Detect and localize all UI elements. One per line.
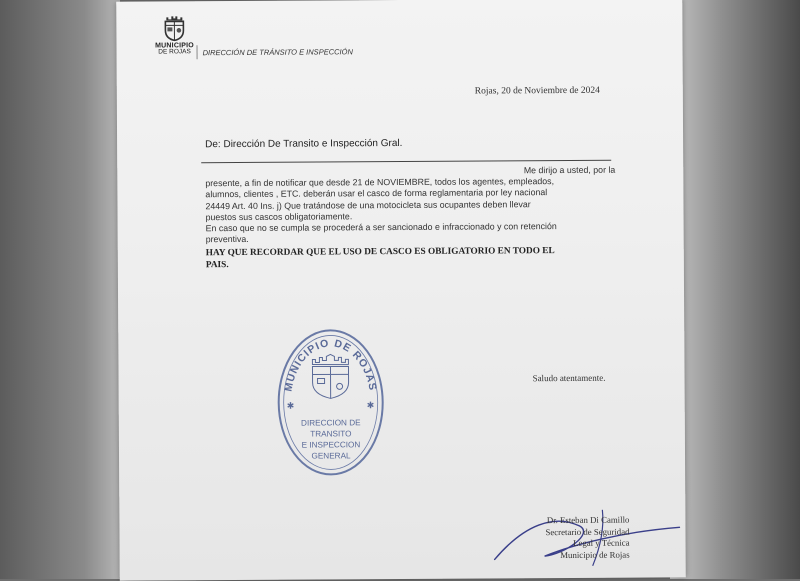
body-line: presente, a fin de notificar que desde 21 de NOVIEMBRE, todos los agentes, empleados, (205, 176, 555, 189)
emphasis-line: HAY QUE RECORDAR QUE EL USO DE CASCO ES OBLIGATORIO EN TODO EL (205, 246, 555, 259)
from-underline (201, 160, 611, 164)
municipal-logo (154, 13, 194, 55)
letter-date: Rojas, 20 de Noviembre de 2024 (474, 85, 600, 97)
coat-of-arms-icon (163, 13, 185, 41)
body-line: puestos sus cascos obligatoriamente. (205, 211, 353, 223)
signature-block (519, 515, 629, 562)
body-line: En caso que no se cumpla se procederá a ser sancionado e infraccionado y con retención (205, 221, 557, 234)
logo-subtitle: DE ROJAS (158, 48, 191, 56)
stamp-arc-text: MUNICIPIO DE ROJAS (282, 337, 379, 393)
svg-text:✱: ✱ (286, 401, 295, 412)
signatory-title: Secretario de Seguridad (545, 526, 630, 537)
stamp-line: DIRECCION DE (300, 418, 361, 428)
signatory-title: Legal y Técnica (573, 537, 630, 549)
body-line: 24449 Art. 40 Ins. j) Que tratándose de una motocicleta sus ocupantes deben llevar (205, 198, 531, 211)
stamp-line: TRANSITO (310, 429, 352, 439)
background-left (0, 0, 120, 579)
stamp-line: GENERAL (311, 451, 351, 461)
official-stamp (274, 326, 387, 484)
stamp-seal-icon (274, 326, 387, 479)
letter-sheet (116, 0, 686, 581)
body-line: Me dirijo a usted, por la (523, 164, 616, 176)
header-divider (197, 45, 198, 59)
closing-salutation: Saludo atentamente. (532, 372, 606, 384)
logo-title: MUNICIPIO (155, 42, 194, 50)
department-name: DIRECCIÓN DE TRÁNSITO E INSPECCIÓN (202, 47, 353, 58)
body-line: alumnos, clientes , ETC. deberán usar el casco de forma reglamentaria por ley nacional (205, 187, 548, 200)
background-right (670, 0, 800, 579)
emphasis-line: PAIS. (205, 260, 229, 271)
from-line: De: Dirección De Transito e Inspección Gral. (205, 137, 403, 151)
signatory-name: Dr. Esteban Di Camillo (546, 514, 630, 526)
body-line: preventiva. (205, 234, 249, 245)
letter-body (205, 165, 616, 272)
stamp-line: E INSPECCION (301, 440, 361, 450)
signatory-organization: Municipio de Rojas (560, 549, 630, 560)
svg-text:✱: ✱ (366, 401, 375, 412)
